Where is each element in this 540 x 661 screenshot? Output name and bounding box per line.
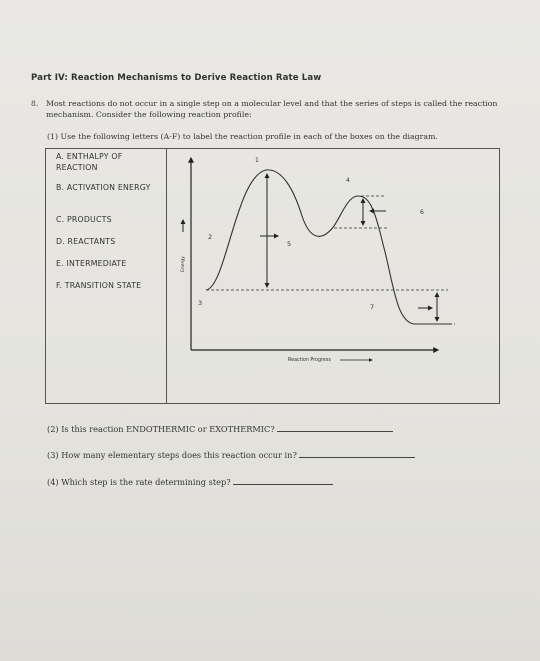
subquestion-4 [47,475,333,487]
label-b-activation-energy: B. ACTIVATION ENERGY [56,183,151,192]
subquestion-3-text: (3) How many elementary steps does this reaction occur in? [47,450,297,460]
energy-axis-label: Energy [181,256,186,272]
part-title: Part IV: Reaction Mechanisms to Derive Reaction Rate Law [31,73,322,83]
subquestion-2-text: (2) Is this reaction ENDOTHERMIC or EXOTHERMIC? [47,424,275,434]
label-e-intermediate: E. INTERMEDIATE [56,259,127,268]
box-number-3: 3 [198,299,203,307]
question-text: Most reactions do not occur in a single step on a molecular level and that the series of steps is called the reaction mechanism. Consider the following reaction profile: [46,99,498,119]
question-number: 8. [31,99,39,108]
box-number-5: 5 [287,240,292,248]
label-c-products: C. PRODUCTS [56,215,112,224]
box-number-4: 4 [346,177,350,184]
answer-blank-2[interactable] [277,422,393,432]
subquestion-3 [47,448,415,460]
box-number-1: 1 [255,157,259,164]
box-number-7: 7 [370,303,375,311]
subquestion-1: (1) Use the following letters (A-F) to label the reaction profile in each of the boxes on the diagram. [47,132,438,141]
subquestion-4-text: (4) Which step is the rate determining step? [47,477,231,487]
box-divider [166,148,167,404]
subquestion-2 [47,422,393,434]
box-number-2: 2 [208,233,213,241]
answer-blank-3[interactable] [299,448,415,458]
box-number-6: 6 [420,209,424,216]
label-f-transition-state: F. TRANSITION STATE [56,281,142,290]
reaction-progress-label: Reaction Progress [288,358,331,363]
label-d-reactants: D. REACTANTS [56,237,116,246]
label-a-enthalpy: A. ENTHALPY OF REACTION [56,152,123,172]
answer-blank-4[interactable] [233,475,333,485]
